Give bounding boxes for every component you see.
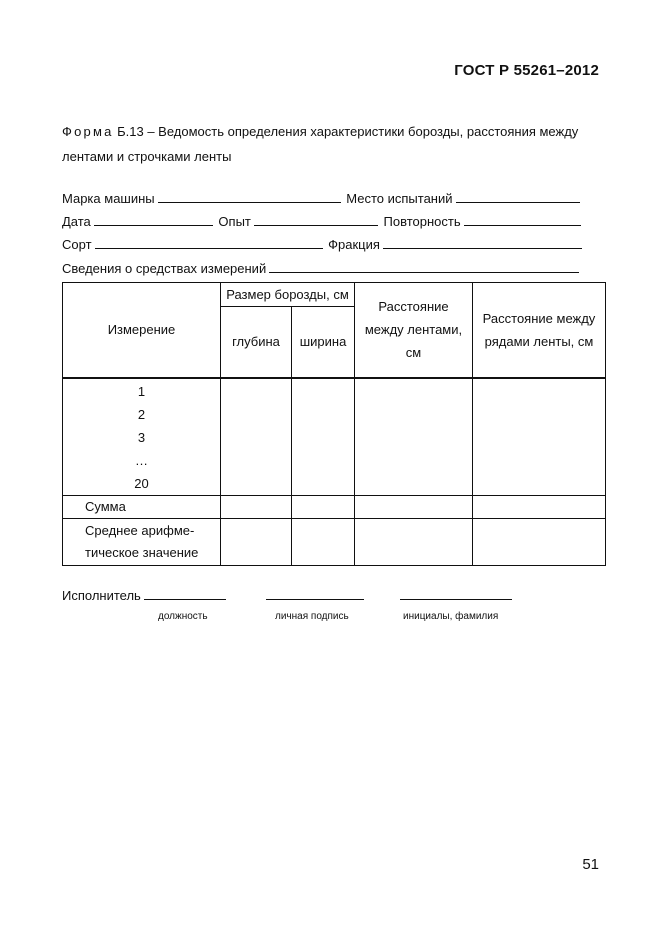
mean-label-2: тическое значение <box>85 544 199 560</box>
between-tapes-values-cell[interactable] <box>355 378 473 496</box>
header-between-rows-1: Расстояние между <box>482 310 596 326</box>
position-blank[interactable] <box>144 587 226 600</box>
header-depth: глубина <box>221 307 292 378</box>
form-word: Форма <box>62 124 114 139</box>
sum-between-rows-cell[interactable] <box>473 495 606 518</box>
fraction-label: Фракция <box>328 237 380 252</box>
initials-blank[interactable] <box>400 587 512 600</box>
machine-blank[interactable] <box>158 190 341 203</box>
row-label: 2 <box>137 406 146 422</box>
header-between-tapes <box>355 283 473 378</box>
mean-between-tapes-cell[interactable] <box>355 518 473 565</box>
mean-between-rows-cell[interactable] <box>473 518 606 565</box>
header-furrow-size: Размер борозды, см <box>221 283 355 307</box>
signature-blank[interactable] <box>266 587 364 600</box>
depth-values-cell[interactable] <box>221 378 292 496</box>
signature-blank-wrap <box>266 587 364 603</box>
form-caption <box>62 119 607 169</box>
header-between-tapes-1: Расстояние <box>378 299 449 315</box>
header-between-tapes-3: см <box>405 345 422 361</box>
position-caption: должность <box>158 611 208 622</box>
sum-width-cell[interactable] <box>292 495 355 518</box>
measurement-table <box>62 282 606 566</box>
row-label: 3 <box>137 429 146 445</box>
mean-depth-cell[interactable] <box>221 518 292 565</box>
date-blank[interactable] <box>94 213 213 226</box>
mean-label <box>63 518 221 565</box>
executor-label: Исполнитель <box>62 588 141 603</box>
fraction-blank[interactable] <box>383 236 582 249</box>
header-between-rows-2: рядами ленты, см <box>484 333 594 349</box>
mean-label-1: Среднее арифме- <box>85 522 195 538</box>
caption-text-1: Б.13 – Ведомость определения характеристики борозды, расстояния между <box>113 124 579 139</box>
field-line-2 <box>62 213 581 229</box>
row-label: … <box>135 452 148 468</box>
field-line-4 <box>62 260 579 276</box>
place-label: Место испытаний <box>346 191 453 206</box>
field-line-3 <box>62 236 582 252</box>
sum-label: Сумма <box>63 495 221 518</box>
row-label: 20 <box>134 475 149 491</box>
mean-width-cell[interactable] <box>292 518 355 565</box>
sum-between-tapes-cell[interactable] <box>355 495 473 518</box>
initials-caption: инициалы, фамилия <box>403 611 499 622</box>
header-between-tapes-2: между лентами, <box>364 322 463 338</box>
initials-blank-wrap <box>400 587 512 603</box>
repeat-label: Повторность <box>383 214 461 229</box>
variety-label: Сорт <box>62 237 92 252</box>
experiment-blank[interactable] <box>254 213 378 226</box>
date-label: Дата <box>62 214 91 229</box>
rows-cell <box>63 378 221 496</box>
header-width: ширина <box>292 307 355 378</box>
experiment-label: Опыт <box>218 214 251 229</box>
standard-number: ГОСТ Р 55261–2012 <box>454 62 599 79</box>
place-blank[interactable] <box>456 190 580 203</box>
row-label: 1 <box>137 383 146 399</box>
instruments-blank[interactable] <box>269 260 579 273</box>
variety-blank[interactable] <box>95 236 323 249</box>
sum-depth-cell[interactable] <box>221 495 292 518</box>
machine-label: Марка машины <box>62 191 155 206</box>
between-rows-values-cell[interactable] <box>473 378 606 496</box>
header-between-rows <box>473 283 606 378</box>
page-number: 51 <box>582 856 599 873</box>
field-line-1 <box>62 190 580 206</box>
header-measurement: Измерение <box>63 283 221 378</box>
executor-line <box>62 587 226 603</box>
repeat-blank[interactable] <box>464 213 581 226</box>
width-values-cell[interactable] <box>292 378 355 496</box>
instruments-label: Сведения о средствах измерений <box>62 261 267 276</box>
caption-text-2: лентами и строчками ленты <box>62 149 232 164</box>
signature-caption: личная подпись <box>275 611 349 622</box>
